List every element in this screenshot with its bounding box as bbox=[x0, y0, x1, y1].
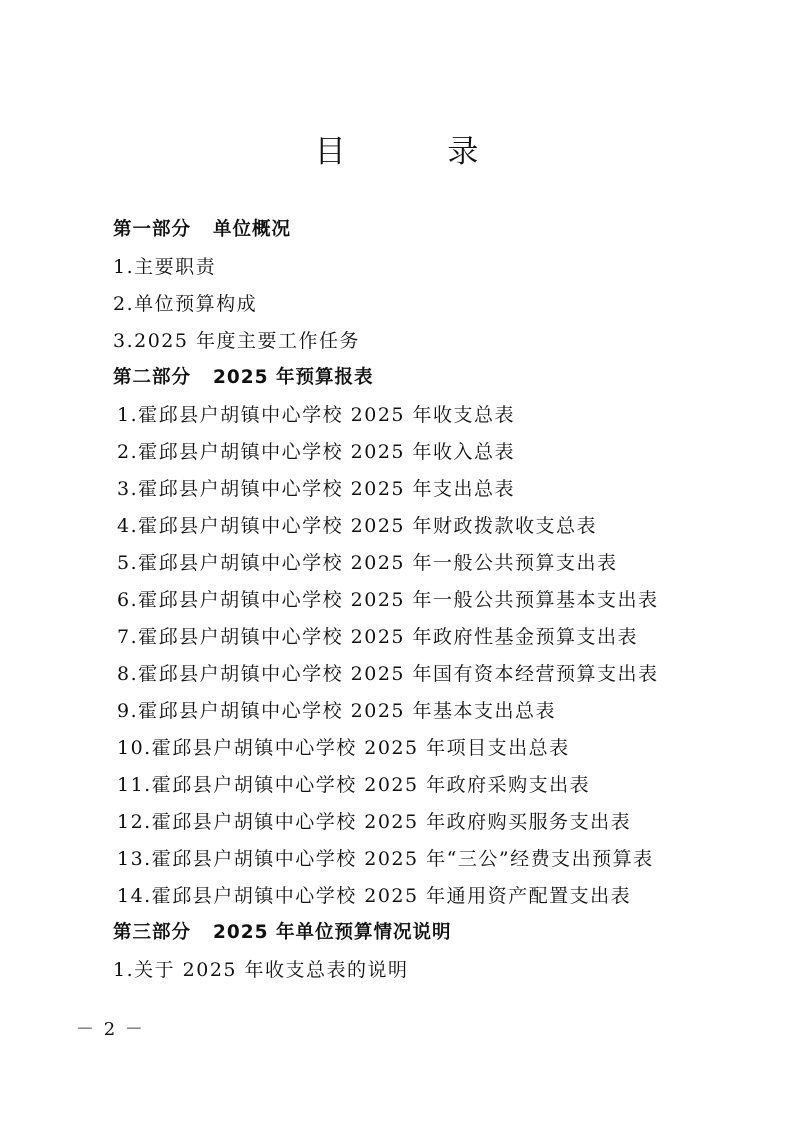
page-title: 目 录 bbox=[314, 134, 525, 170]
toc-item: 3.霍邱县户胡镇中心学校 2025 年支出总表 bbox=[117, 478, 516, 500]
toc-item: 10.霍邱县户胡镇中心学校 2025 年项目支出总表 bbox=[117, 737, 570, 759]
section-heading-part-1 bbox=[113, 212, 291, 248]
toc-item: 1.霍邱县户胡镇中心学校 2025 年收支总表 bbox=[117, 404, 516, 426]
section-name: 2025 年单位预算情况说明 bbox=[213, 922, 452, 943]
section-name: 2025 年预算报表 bbox=[213, 367, 374, 388]
toc-item: 13.霍邱县户胡镇中心学校 2025 年“三公”经费支出预算表 bbox=[117, 848, 654, 870]
section-heading-part-2 bbox=[113, 360, 373, 396]
section-name: 单位概况 bbox=[213, 219, 292, 240]
section-heading-part-3 bbox=[113, 915, 451, 951]
toc-item: 9.霍邱县户胡镇中心学校 2025 年基本支出总表 bbox=[117, 700, 557, 722]
toc-item: 14.霍邱县户胡镇中心学校 2025 年通用资产配置支出表 bbox=[117, 885, 632, 907]
section-prefix: 第一部分 bbox=[113, 219, 192, 240]
toc-item: 12.霍邱县户胡镇中心学校 2025 年政府购买服务支出表 bbox=[117, 811, 632, 833]
toc-item: 2.单位预算构成 bbox=[113, 293, 258, 315]
toc-item: 8.霍邱县户胡镇中心学校 2025 年国有资本经营预算支出表 bbox=[117, 663, 659, 685]
section-prefix: 第三部分 bbox=[113, 922, 192, 943]
section-prefix: 第二部分 bbox=[113, 367, 192, 388]
toc-item: 7.霍邱县户胡镇中心学校 2025 年政府性基金预算支出表 bbox=[117, 626, 639, 648]
toc-item: 6.霍邱县户胡镇中心学校 2025 年一般公共预算基本支出表 bbox=[117, 589, 659, 611]
toc-item: 3.2025 年度主要工作任务 bbox=[113, 330, 361, 352]
toc-item: 4.霍邱县户胡镇中心学校 2025 年财政拨款收支总表 bbox=[117, 515, 598, 537]
toc-item: 11.霍邱县户胡镇中心学校 2025 年政府采购支出表 bbox=[117, 774, 591, 796]
page-number: － 2 － bbox=[76, 1019, 145, 1040]
toc-item: 2.霍邱县户胡镇中心学校 2025 年收入总表 bbox=[117, 441, 516, 463]
toc-item: 5.霍邱县户胡镇中心学校 2025 年一般公共预算支出表 bbox=[117, 552, 618, 574]
toc-item: 1.主要职责 bbox=[113, 256, 217, 278]
toc-item: 1.关于 2025 年收支总表的说明 bbox=[113, 959, 409, 981]
